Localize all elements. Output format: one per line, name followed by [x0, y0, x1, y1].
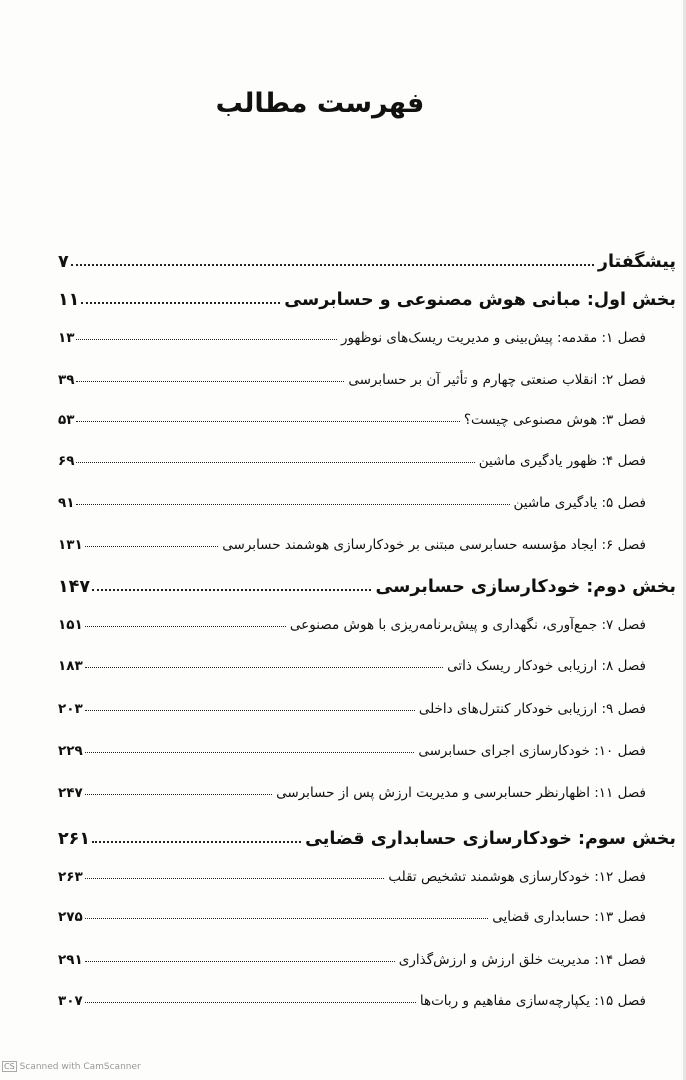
- toc-chapter-entry: [58, 443, 646, 469]
- toc-chapter-entry: [58, 983, 646, 1009]
- entry-title: فصل ۲: انقلاب صنعتی چهارم و تأثیر آن بر حسابرسی: [348, 372, 646, 388]
- page-number: ۲۴۷: [58, 785, 83, 801]
- toc-section-entry: [58, 823, 676, 849]
- toc-chapter-entry: [58, 733, 646, 759]
- entry-title: بخش اول: مبانی هوش مصنوعی و حسابرسی: [284, 290, 676, 310]
- toc-chapter-entry: [58, 859, 646, 885]
- scanner-watermark: [2, 1061, 141, 1072]
- entry-title: فصل ۹: ارزیابی خودکار کنترل‌های داخلی: [418, 701, 646, 717]
- toc-chapter-entry: [58, 942, 646, 968]
- toc-chapter-entry: [58, 648, 646, 674]
- dot-leader: [76, 421, 459, 422]
- page-number: ۲۹۱: [58, 952, 83, 968]
- page-number: ۷: [58, 252, 69, 272]
- toc-chapter-entry: [58, 320, 646, 346]
- entry-title: پیشگفتار: [597, 252, 676, 272]
- dot-leader: [85, 752, 415, 753]
- page-number: ۲۰۳: [58, 701, 83, 717]
- entry-title: فصل ۴: ظهور یادگیری ماشین: [478, 453, 646, 469]
- toc-chapter-entry: [58, 607, 646, 633]
- page-number: ۱۱: [58, 290, 80, 310]
- entry-title: فصل ۸: ارزیابی خودکار ریسک ذاتی: [447, 658, 646, 674]
- toc-chapter-entry: [58, 899, 646, 925]
- entry-title: فصل ۷: جمع‌آوری، نگهداری و پیش‌برنامه‌ریزی با هوش مصنوعی: [289, 617, 646, 633]
- toc-chapter-entry: [58, 775, 646, 801]
- toc-chapter-entry: [58, 362, 646, 388]
- dot-leader: [76, 462, 474, 463]
- entry-title: فصل ۳: هوش مصنوعی چیست؟: [463, 412, 646, 428]
- page-number: ۱۸۳: [58, 658, 83, 674]
- dot-leader: [76, 504, 509, 505]
- dot-leader: [81, 302, 280, 304]
- entry-title: فصل ۵: یادگیری ماشین: [513, 495, 646, 511]
- entry-title: فصل ۱۲: خودکارسازی هوشمند تشخیص تقلب: [388, 869, 646, 885]
- toc-section-entry: [58, 246, 676, 272]
- page-number: ۲۷۵: [58, 909, 83, 925]
- dot-leader: [85, 878, 385, 879]
- page-number: ۲۲۹: [58, 743, 83, 759]
- dot-leader: [85, 667, 443, 668]
- entry-title: بخش سوم: خودکارسازی حسابداری قضایی: [305, 829, 676, 849]
- toc-chapter-entry: [58, 485, 646, 511]
- page-number: ۲۶۳: [58, 869, 83, 885]
- dot-leader: [85, 546, 219, 547]
- watermark-text: Scanned with CamScanner: [19, 1061, 141, 1072]
- dot-leader: [76, 381, 344, 382]
- page-number: ۹۱: [58, 495, 75, 511]
- page-number: ۶۹: [58, 453, 75, 469]
- entry-title: فصل ۱۴: مدیریت خلق ارزش و ارزش‌گذاری: [398, 952, 646, 968]
- entry-title: فصل ۱۵: یکپارچه‌سازی مفاهیم و ربات‌ها: [419, 993, 646, 1009]
- page-title: فهرست مطالب: [215, 88, 425, 119]
- dot-leader: [85, 794, 272, 795]
- entry-title: فصل ۱: مقدمه: پیش‌بینی و مدیریت ریسک‌های نوظهور: [340, 330, 646, 346]
- dot-leader: [92, 589, 371, 591]
- entry-title: بخش دوم: خودکارسازی حسابرسی: [375, 577, 676, 597]
- camscanner-logo-icon: CS: [4, 1062, 15, 1071]
- dot-leader: [85, 961, 395, 962]
- page-number: ۳۰۷: [58, 993, 83, 1009]
- dot-leader: [92, 841, 301, 843]
- page-number: ۱۵۱: [58, 617, 83, 633]
- page-number: ۵۳: [58, 412, 75, 428]
- dot-leader: [85, 918, 488, 919]
- page-number: ۳۹: [58, 372, 75, 388]
- dot-leader: [85, 710, 415, 711]
- page-number: ۲۶۱: [58, 829, 91, 849]
- toc-chapter-entry: [58, 527, 646, 553]
- entry-title: فصل ۱۰: خودکارسازی اجرای حسابرسی: [418, 743, 646, 759]
- entry-title: فصل ۱۳: حسابداری قضایی: [492, 909, 646, 925]
- page-number: ۱۳۱: [58, 537, 83, 553]
- entry-title: فصل ۱۱: اظهارنظر حسابرسی و مدیریت ارزش پس از حسابرسی: [276, 785, 646, 801]
- dot-leader: [76, 339, 336, 340]
- page-number: ۱۴۷: [58, 577, 91, 597]
- entry-title: فصل ۶: ایجاد مؤسسه حسابرسی مبتنی بر خودکارسازی هوشمند حسابرسی: [222, 537, 646, 553]
- toc-section-entry: [58, 284, 676, 310]
- toc-section-entry: [58, 571, 676, 597]
- dot-leader: [71, 264, 594, 266]
- page-number: ۱۳: [58, 330, 75, 346]
- dot-leader: [85, 1002, 416, 1003]
- toc-chapter-entry: [58, 402, 646, 428]
- toc-chapter-entry: [58, 691, 646, 717]
- dot-leader: [85, 626, 286, 627]
